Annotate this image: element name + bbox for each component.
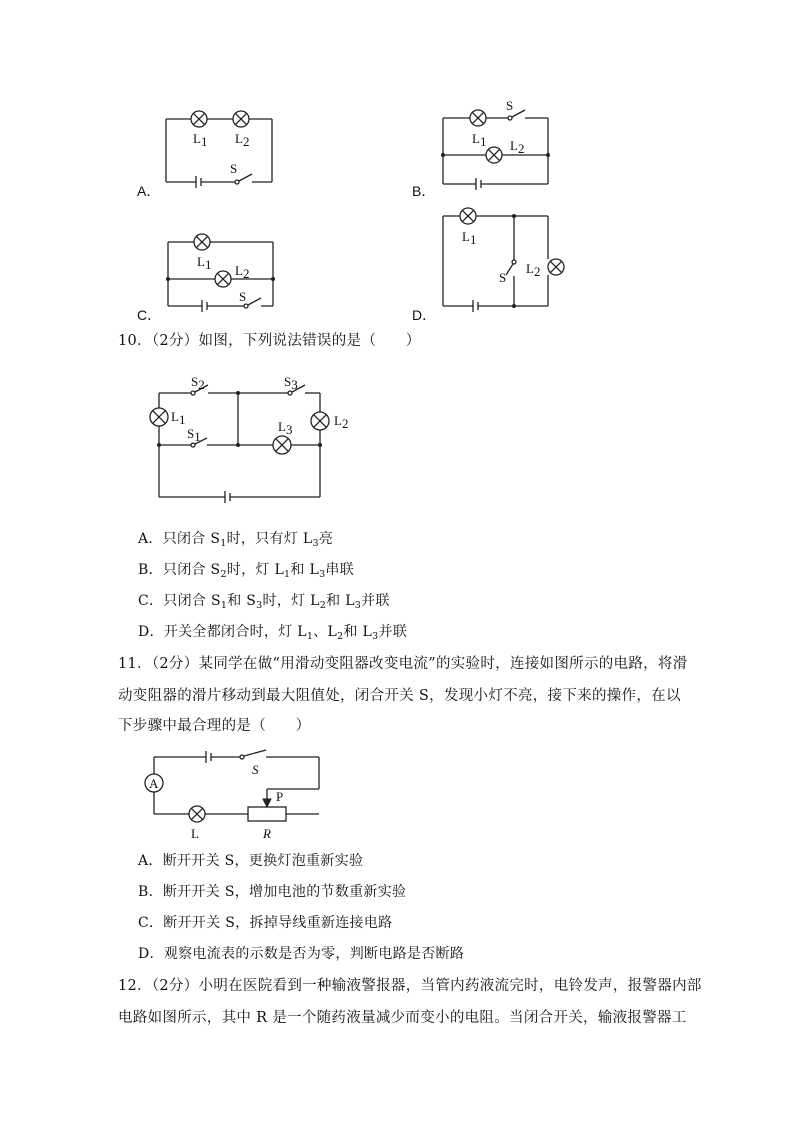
- circuit-diagram-c: [160, 230, 280, 315]
- label-l2: L2: [510, 138, 525, 156]
- switch-label: S: [252, 762, 259, 777]
- label-l1: L1: [197, 254, 212, 272]
- question-10-circuit: [145, 373, 349, 503]
- label-l2: L2: [526, 261, 541, 279]
- question-12-stem-line-1: 12．（2分）小明在医院看到一种输液警报器，当管内药液流完时，电铃发声，报警器内部: [118, 978, 702, 994]
- label-l2: L2: [235, 131, 250, 149]
- option-10-d: D．开关全都闭合时，灯 $L_1$、$L_2$和 $L_3$并联: [138, 624, 408, 642]
- label-s: S: [239, 289, 247, 304]
- option-10-c: C．只闭合 $S_1$和 $S_3$时，灯 $L_2$和 $L_3$并联: [138, 593, 390, 611]
- label-s: S: [230, 161, 238, 176]
- label-l2: L2: [235, 263, 250, 281]
- resistor-label: R: [263, 826, 271, 841]
- question-11-circuit: [140, 745, 330, 845]
- option-11-d: D．观察电流表的示数是否为零，判断电路是否断路: [138, 946, 465, 962]
- label-l1: L1: [171, 409, 186, 427]
- question-11-stem-line-3: 下步骤中最合理的是（ ）: [118, 718, 311, 734]
- label-s3: S3: [284, 374, 298, 392]
- question-11-stem-line-2: 动变阻器的滑片移动到最大阻值处，闭合开关 S，发现小灯不亮，接下来的操作，在以: [118, 688, 681, 704]
- question-12-stem-line-2: 电路如图所示，其中 R 是一个随药液量减少而变小的电阻。当闭合开关，输液报警器工: [118, 1010, 687, 1026]
- option-10-b: B．只闭合 $S_2$时，灯 $L_1$和 $L_3$串联: [138, 562, 355, 580]
- circuit-diagram-a: [160, 105, 280, 190]
- label-s: S: [499, 270, 507, 285]
- option-label-d: D．: [412, 307, 437, 323]
- lamp-label: L: [191, 826, 199, 841]
- option-11-c: C．断开开关 S，拆掉导线重新连接电路: [138, 915, 393, 931]
- option-11-b: B．断开开关 S，增加电池的节数重新实验: [138, 884, 407, 900]
- label-l1: L1: [462, 229, 477, 247]
- label-l1: L1: [193, 131, 208, 149]
- label-l1: L1: [472, 131, 487, 149]
- slider-label: P: [276, 789, 284, 804]
- question-11-stem-line-1: 11．（2分）某同学在做“用滑动变阻器改变电流”的实验时，连接如图所示的电路，将滑: [118, 656, 688, 672]
- label-l3: L3: [278, 419, 293, 437]
- label-l2: L2: [334, 413, 349, 431]
- label-s1: S1: [187, 426, 201, 444]
- label-s2: S2: [191, 374, 205, 392]
- option-label-b: B．: [412, 183, 436, 199]
- label-s: S: [506, 98, 514, 113]
- ammeter-label: A: [149, 776, 159, 791]
- circuit-diagram-d: [438, 203, 568, 315]
- option-10-a: A．只闭合 $S_1$时，只有灯 $L_3$亮: [138, 531, 334, 549]
- option-label-c: C．: [137, 307, 162, 323]
- option-11-a: A．断开开关 S，更换灯泡重新实验: [138, 853, 364, 869]
- question-10-stem: 10．（2分）如图，下列说法错误的是（ ）: [118, 333, 421, 349]
- circuit-diagram-b: [438, 98, 558, 190]
- option-label-a: A．: [137, 183, 161, 199]
